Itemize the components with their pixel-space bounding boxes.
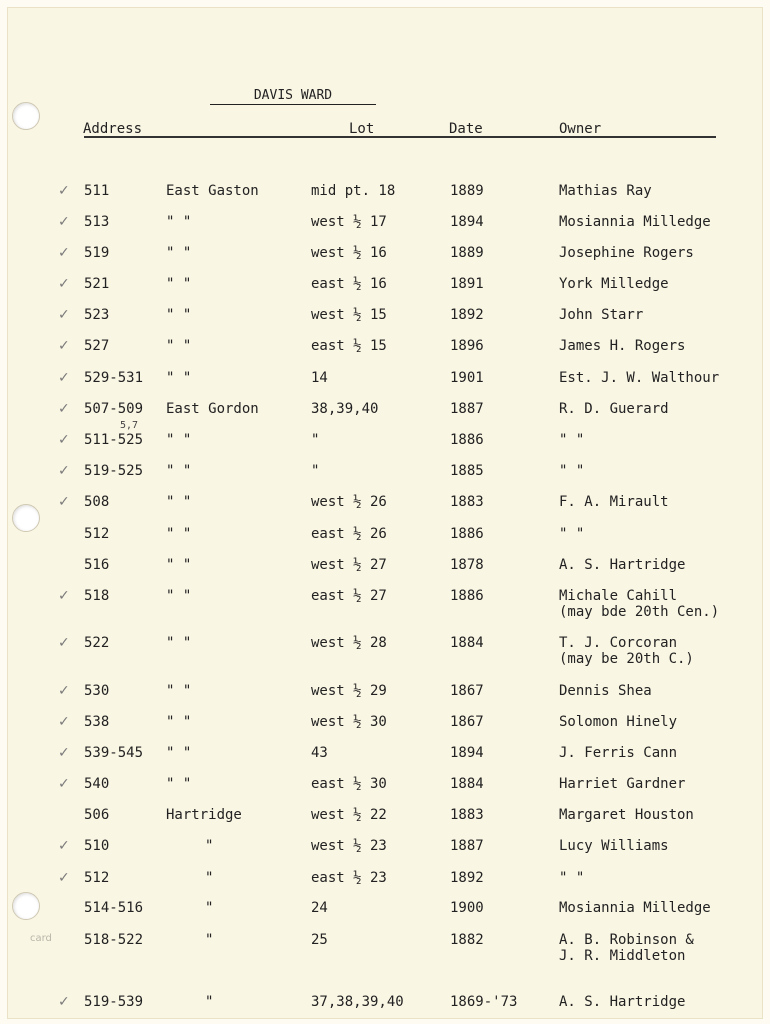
date-cell: 1889: [450, 183, 484, 199]
address-cell: 540: [84, 776, 110, 792]
street-cell: " ": [166, 370, 192, 386]
date-cell: 1892: [450, 870, 484, 886]
lot-cell: east ½ 23: [311, 870, 387, 886]
address-cell: 521: [84, 276, 110, 292]
owner-cell: Mathias Ray: [559, 183, 652, 199]
date-cell: 1901: [450, 370, 484, 386]
owner-cell: F. A. Mirault: [559, 494, 669, 510]
address-cell: 518: [84, 588, 110, 604]
check-mark-icon: ✓: [58, 494, 70, 510]
street-cell: ": [205, 870, 214, 886]
column-header-lot: Lot: [349, 121, 375, 137]
date-cell: 1896: [450, 338, 484, 354]
owner-cell: A. S. Hartridge: [559, 994, 686, 1010]
address-cell: 522: [84, 635, 110, 651]
date-cell: 1894: [450, 214, 484, 230]
owner-cell: A. B. Robinson &: [559, 932, 694, 948]
street-cell: " ": [166, 276, 192, 292]
owner-cell: T. J. Corcoran: [559, 635, 678, 651]
owner-cell: " ": [559, 526, 585, 542]
date-cell: 1891: [450, 276, 484, 292]
street-cell: " ": [166, 307, 192, 323]
address-cell: 508: [84, 494, 110, 510]
address-cell: 513: [84, 214, 110, 230]
lot-cell: mid pt. 18: [311, 183, 396, 199]
street-cell: Hartridge: [166, 807, 242, 823]
address-cell: 516: [84, 557, 110, 573]
address-cell: 529-531: [84, 370, 144, 386]
lot-cell: west ½ 28: [311, 635, 387, 651]
check-mark-icon: ✓: [58, 214, 70, 230]
address-cell: 530: [84, 683, 110, 699]
check-mark-icon: ✓: [58, 463, 70, 479]
handwritten-note: 5,7: [120, 420, 139, 431]
lot-cell: 24: [311, 900, 328, 916]
check-mark-icon: ✓: [58, 432, 70, 448]
check-mark-icon: ✓: [58, 776, 70, 792]
lot-cell: 25: [311, 932, 328, 948]
lot-cell: east ½ 15: [311, 338, 387, 354]
date-cell: 1886: [450, 588, 484, 604]
date-cell: 1869-'73: [450, 994, 518, 1010]
punch-hole: [12, 504, 40, 532]
street-cell: " ": [166, 776, 192, 792]
check-mark-icon: ✓: [58, 870, 70, 886]
address-cell: 512: [84, 526, 110, 542]
owner-cell: Harriet Gardner: [559, 776, 686, 792]
owner-note-cell: J. R. Middleton: [559, 948, 686, 964]
owner-cell: Lucy Williams: [559, 838, 669, 854]
owner-cell: Josephine Rogers: [559, 245, 694, 261]
street-cell: " ": [166, 338, 192, 354]
owner-cell: J. Ferris Cann: [559, 745, 678, 761]
check-mark-icon: ✓: [58, 307, 70, 323]
lot-cell: west ½ 16: [311, 245, 387, 261]
date-cell: 1900: [450, 900, 484, 916]
address-cell: 512: [84, 870, 110, 886]
date-cell: 1894: [450, 745, 484, 761]
date-cell: 1883: [450, 494, 484, 510]
date-cell: 1883: [450, 807, 484, 823]
address-cell: 514-516: [84, 900, 144, 916]
address-cell: 510: [84, 838, 110, 854]
lot-cell: west ½ 29: [311, 683, 387, 699]
lot-cell: 37,38,39,40: [311, 994, 404, 1010]
street-cell: " ": [166, 245, 192, 261]
punch-hole: [12, 892, 40, 920]
punch-hole: [12, 102, 40, 130]
address-cell: 539-545: [84, 745, 144, 761]
street-cell: " ": [166, 526, 192, 542]
page-title: DAVIS WARD: [210, 88, 376, 105]
street-cell: ": [205, 932, 214, 948]
date-cell: 1882: [450, 932, 484, 948]
owner-cell: " ": [559, 870, 585, 886]
date-cell: 1889: [450, 245, 484, 261]
check-mark-icon: ✓: [58, 838, 70, 854]
street-cell: " ": [166, 745, 192, 761]
address-cell: 519: [84, 245, 110, 261]
address-cell: 523: [84, 307, 110, 323]
address-cell: 507-509: [84, 401, 144, 417]
owner-cell: Mosiannia Milledge: [559, 900, 711, 916]
check-mark-icon: ✓: [58, 370, 70, 386]
lot-cell: 43: [311, 745, 328, 761]
lot-cell: 14: [311, 370, 328, 386]
date-cell: 1887: [450, 401, 484, 417]
date-cell: 1892: [450, 307, 484, 323]
owner-cell: Margaret Houston: [559, 807, 694, 823]
street-cell: " ": [166, 432, 192, 448]
lot-cell: east ½ 27: [311, 588, 387, 604]
date-cell: 1867: [450, 683, 484, 699]
document-page: [8, 8, 762, 1018]
check-mark-icon: ✓: [58, 183, 70, 199]
street-cell: East Gordon: [166, 401, 259, 417]
owner-cell: James H. Rogers: [559, 338, 686, 354]
owner-cell: York Milledge: [559, 276, 669, 292]
date-cell: 1884: [450, 635, 484, 651]
date-cell: 1884: [450, 776, 484, 792]
street-cell: " ": [166, 463, 192, 479]
owner-cell: Est. J. W. Walthour: [559, 370, 720, 386]
date-cell: 1886: [450, 526, 484, 542]
street-cell: " ": [166, 214, 192, 230]
check-mark-icon: ✓: [58, 588, 70, 604]
street-cell: ": [205, 994, 214, 1010]
owner-cell: " ": [559, 432, 585, 448]
owner-cell: " ": [559, 463, 585, 479]
address-cell: 527: [84, 338, 110, 354]
check-mark-icon: ✓: [58, 338, 70, 354]
check-mark-icon: ✓: [58, 635, 70, 651]
street-cell: " ": [166, 635, 192, 651]
owner-cell: R. D. Guerard: [559, 401, 669, 417]
date-cell: 1886: [450, 432, 484, 448]
date-cell: 1878: [450, 557, 484, 573]
owner-note-cell: (may be 20th C.): [559, 651, 694, 667]
column-header-date: Date: [449, 121, 483, 137]
check-mark-icon: ✓: [58, 994, 70, 1010]
lot-cell: west ½ 17: [311, 214, 387, 230]
lot-cell: east ½ 26: [311, 526, 387, 542]
lot-cell: ": [311, 463, 320, 479]
owner-cell: A. S. Hartridge: [559, 557, 686, 573]
address-cell: 519-539: [84, 994, 144, 1010]
lot-cell: east ½ 16: [311, 276, 387, 292]
date-cell: 1885: [450, 463, 484, 479]
street-cell: " ": [166, 683, 192, 699]
check-mark-icon: ✓: [58, 714, 70, 730]
address-cell: 511-525: [84, 432, 144, 448]
check-mark-icon: ✓: [58, 401, 70, 417]
street-cell: " ": [166, 557, 192, 573]
street-cell: ": [205, 838, 214, 854]
lot-cell: east ½ 30: [311, 776, 387, 792]
lot-cell: west ½ 22: [311, 807, 387, 823]
owner-cell: John Starr: [559, 307, 644, 323]
check-mark-icon: ✓: [58, 683, 70, 699]
lot-cell: west ½ 30: [311, 714, 387, 730]
lot-cell: west ½ 27: [311, 557, 387, 573]
date-cell: 1887: [450, 838, 484, 854]
lot-cell: 38,39,40: [311, 401, 379, 417]
check-mark-icon: ✓: [58, 245, 70, 261]
street-cell: ": [205, 900, 214, 916]
address-cell: 506: [84, 807, 110, 823]
check-mark-icon: ✓: [58, 745, 70, 761]
street-cell: " ": [166, 494, 192, 510]
owner-cell: Mosiannia Milledge: [559, 214, 711, 230]
lot-cell: west ½ 26: [311, 494, 387, 510]
street-cell: " ": [166, 588, 192, 604]
lot-cell: west ½ 15: [311, 307, 387, 323]
owner-cell: Solomon Hinely: [559, 714, 678, 730]
owner-cell: Michale Cahill: [559, 588, 678, 604]
header-rule: [84, 136, 716, 138]
owner-note-cell: (may bde 20th Cen.): [559, 604, 720, 620]
address-cell: 511: [84, 183, 110, 199]
column-header-address: Address: [83, 121, 143, 137]
address-cell: 538: [84, 714, 110, 730]
handwritten-card-note: card: [30, 933, 52, 944]
check-mark-icon: ✓: [58, 276, 70, 292]
lot-cell: ": [311, 432, 320, 448]
date-cell: 1867: [450, 714, 484, 730]
column-header-owner: Owner: [559, 121, 602, 137]
address-cell: 518-522: [84, 932, 144, 948]
street-cell: " ": [166, 714, 192, 730]
street-cell: East Gaston: [166, 183, 259, 199]
owner-cell: Dennis Shea: [559, 683, 652, 699]
lot-cell: west ½ 23: [311, 838, 387, 854]
address-cell: 519-525: [84, 463, 144, 479]
